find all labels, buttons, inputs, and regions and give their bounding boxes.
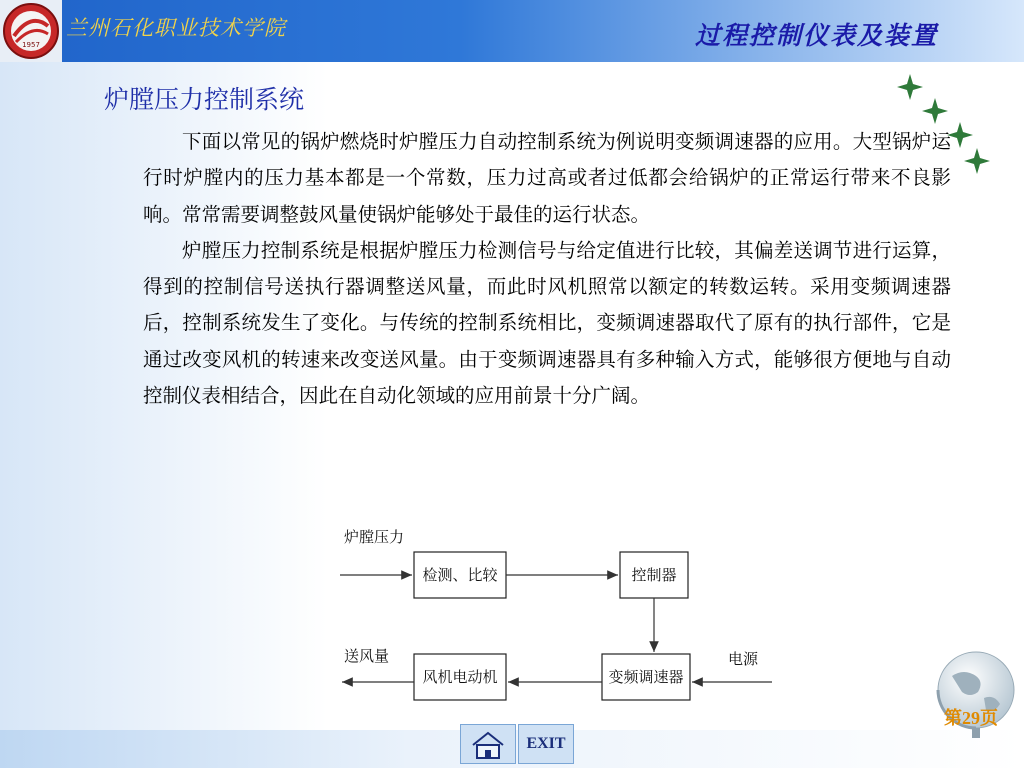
section-title: 炉膛压力控制系统 [104, 85, 305, 114]
home-icon [461, 725, 515, 763]
course-title: 过程控制仪表及装置 [694, 21, 938, 50]
output-label-airflow: 送风量 [344, 649, 390, 665]
exit-button[interactable] [518, 724, 574, 764]
block-controller-label: 控制器 [631, 568, 677, 584]
input-label-pressure: 炉膛压力 [344, 530, 405, 546]
control-block-diagram [330, 520, 790, 710]
paragraph-2: 炉膛压力控制系统是根据炉膛压力检测信号与给定值进行比较，其偏差送调节进行运算，得到的控制信号送执行器调整送风量，而此时风机照常以额定的转数运转。采用变频调速器后，控制系统发生了变化。与传统的控制系统相比，变频调速器取代了原有的执行部件，它是通过改变风机的转速来改变送风量。由于变频调速器具有多种输入方式，能够很方便地与自动控制仪表相结合，因此在自动化领域的应用前景十分广阔。 [143, 238, 951, 408]
school-name: 兰州石化职业技术学院 [66, 16, 286, 40]
school-logo [0, 0, 62, 62]
school-emblem-icon [0, 0, 62, 62]
paragraph-1: 下面以常见的锅炉燃烧时炉膛压力自动控制系统为例说明变频调速器的应用。大型锅炉运行时炉膛内的压力基本都是一个常数，压力过高或者过低都会给锅炉的正常运行带来不良影响。常常需要调整鼓风量使锅炉能够处于最佳的运行状态。 [143, 130, 951, 226]
body-text [143, 124, 951, 414]
exit-button-label: EXIT [526, 735, 566, 752]
block-fan-motor-label: 风机电动机 [422, 670, 498, 686]
block-vfd-label: 变频调速器 [608, 670, 684, 686]
block-detect-compare-label: 检测、比较 [422, 568, 498, 584]
header-bar [0, 0, 1024, 62]
home-button[interactable] [460, 724, 516, 764]
logo-year: 1957 [22, 41, 40, 49]
page-number: 第29页 [944, 708, 998, 728]
power-label: 电源 [728, 652, 759, 668]
